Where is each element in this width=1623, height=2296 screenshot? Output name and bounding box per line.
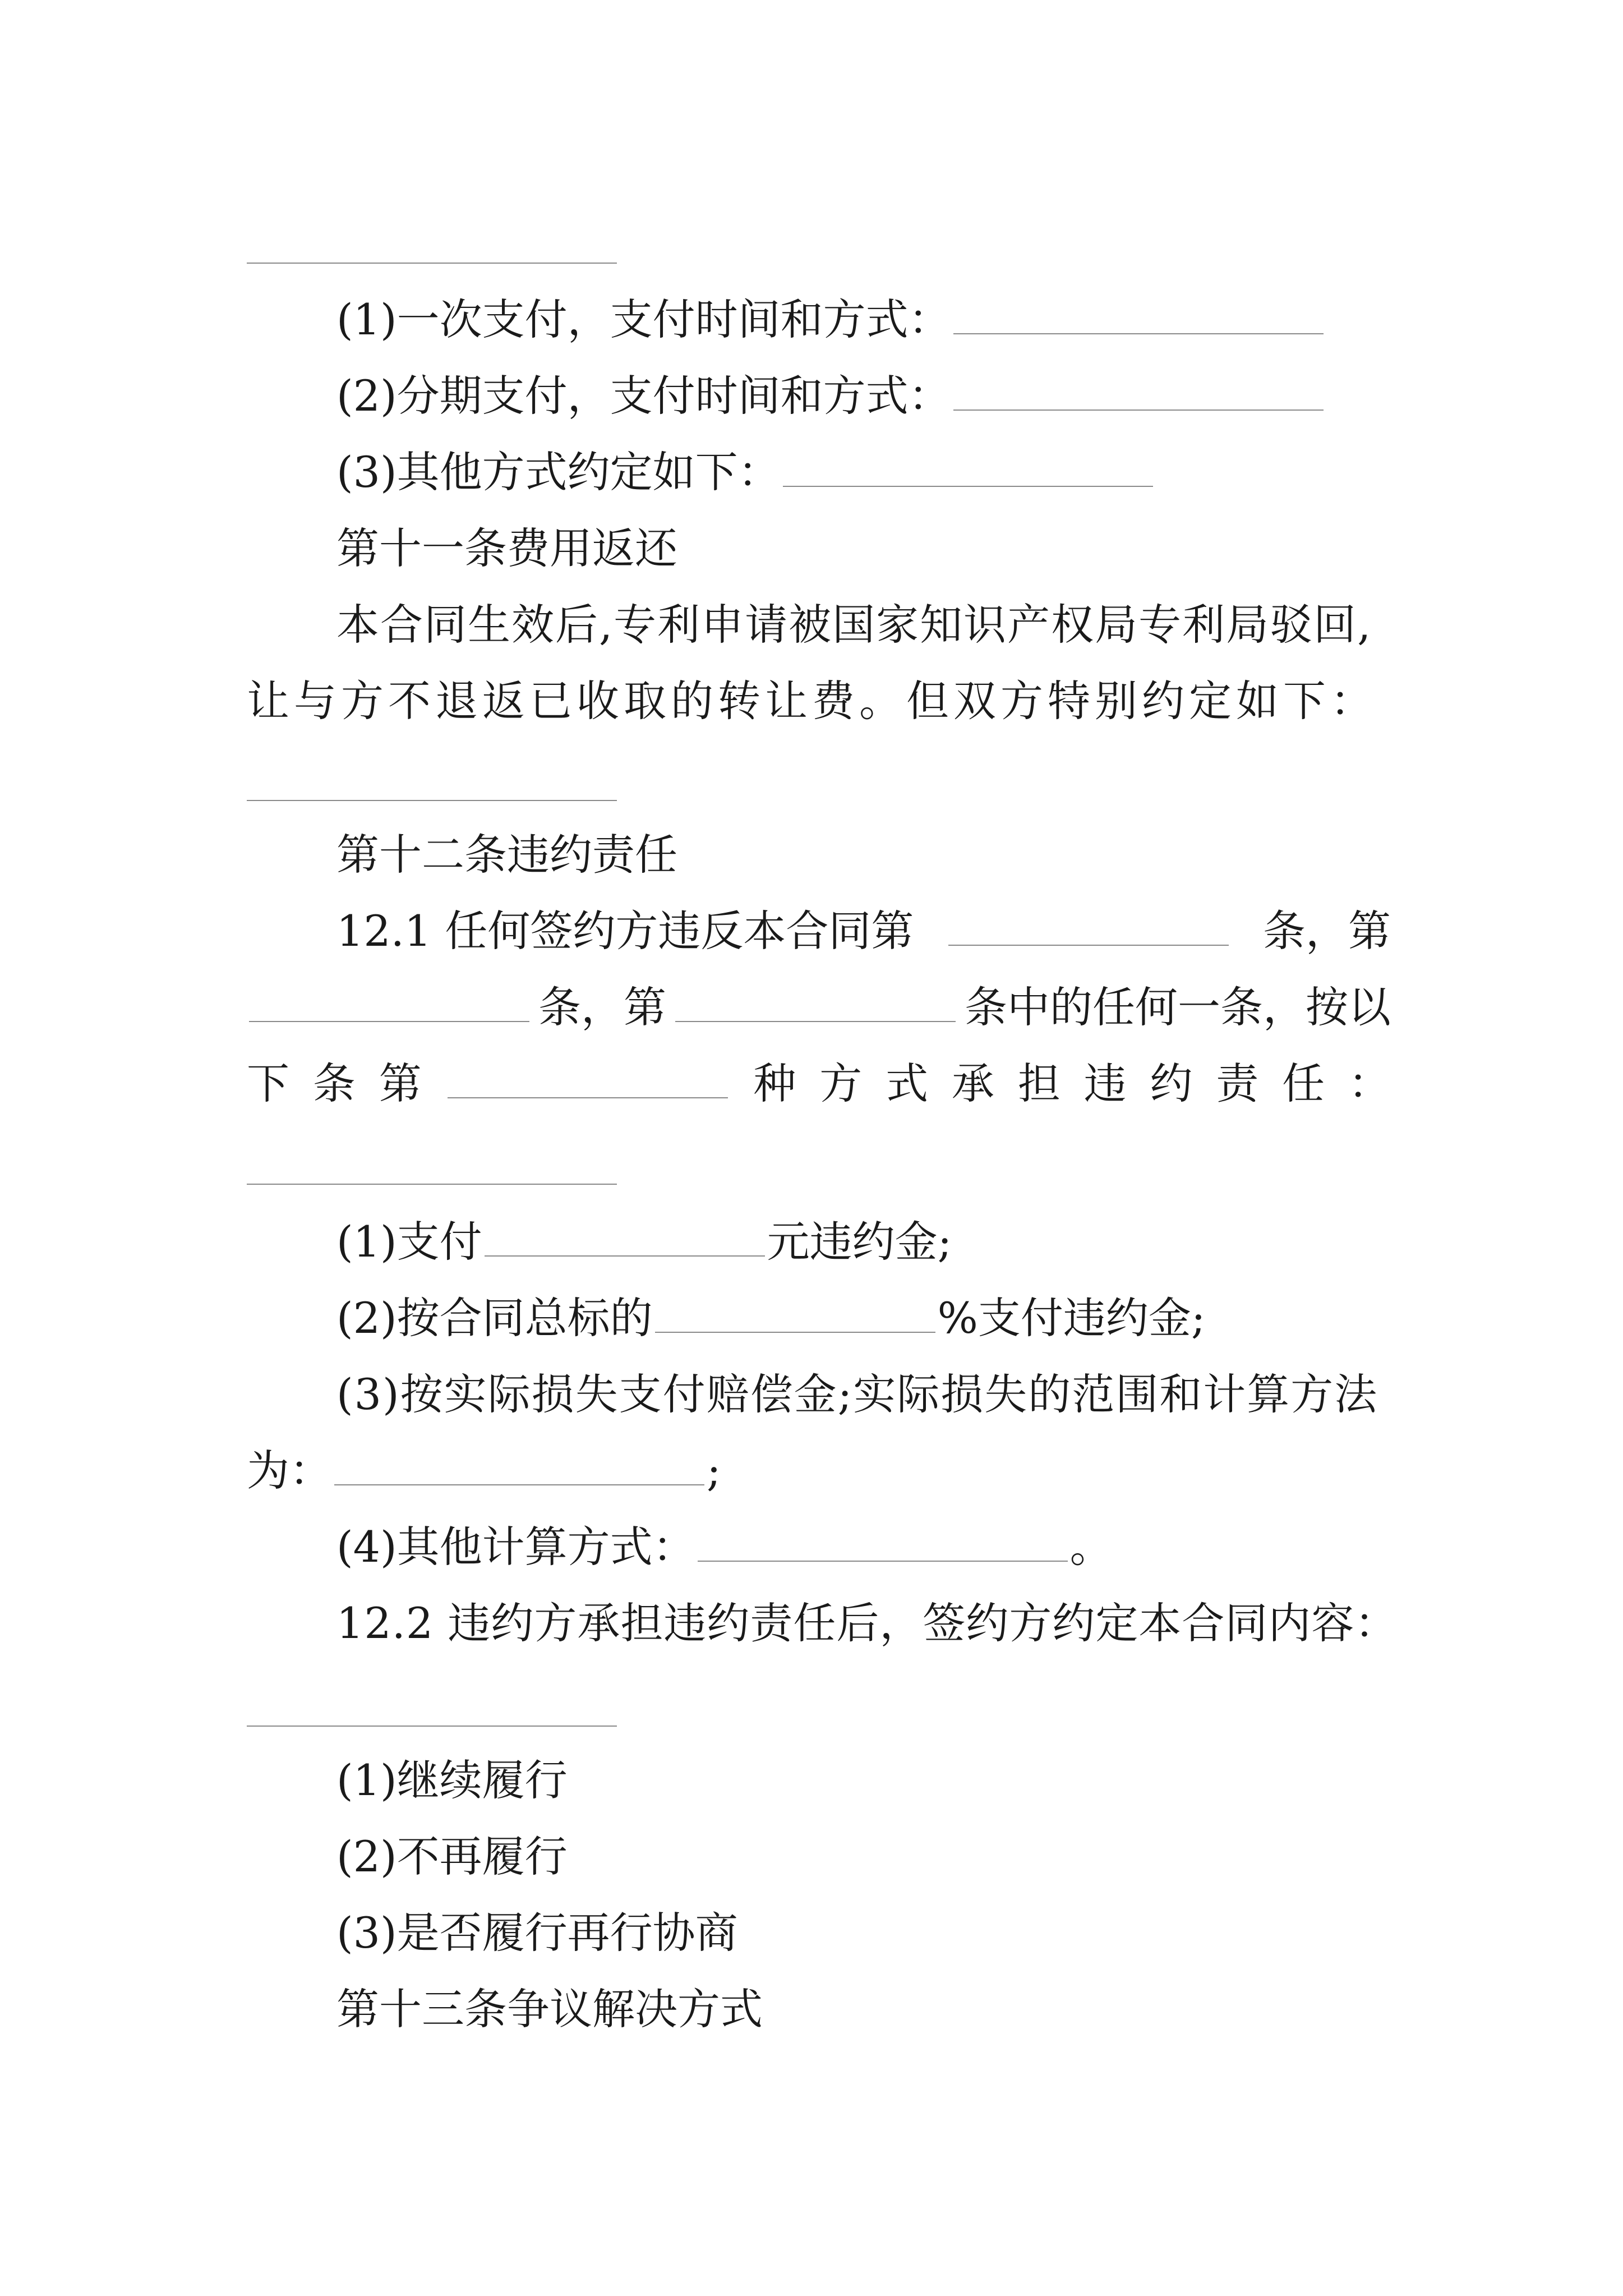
continuation-option-3: (3)是否履行再行协商 (336, 1908, 738, 1958)
payment-option-2: (2)分期支付，支付时间和方式： (336, 368, 1326, 424)
article-11-text: 让与方不退返已收取的转让费。但双方特别约定如下： (247, 676, 1377, 726)
article-12-1-line: 条，第 条中的任何一条，按以 (247, 979, 1391, 1036)
blank-field (448, 1059, 728, 1098)
blank-field (953, 295, 1324, 334)
penalty-option-1: (1)支付 元违约金; (336, 1217, 952, 1267)
article-12-1-line: 下 条 第 种 方 式 承 担 违 约 责 任 ： (247, 1059, 1391, 1108)
blank-line (247, 263, 617, 264)
penalty-option-3-cont: 为： ; (247, 1446, 721, 1496)
blank-field (675, 983, 956, 1022)
article-11-title: 第十一条费用返还 (336, 523, 677, 573)
continuation-option-2: (2)不再履行 (336, 1832, 568, 1881)
blank-line (247, 1184, 617, 1185)
blank-field (485, 1217, 765, 1257)
blank-field (698, 1522, 1068, 1562)
penalty-option-3: (3)按实际损失支付赔偿金;实际损失的范围和计算方法 (336, 1369, 1378, 1419)
blank-field (249, 983, 529, 1022)
penalty-option-4: (4)其他计算方式： 。 (336, 1522, 1113, 1572)
blank-line (247, 800, 617, 801)
blank-line (247, 1726, 617, 1727)
blank-field (783, 448, 1153, 487)
article-12-title: 第十二条违约责任 (336, 830, 677, 880)
article-13-title: 第十三条争议解决方式 (336, 1984, 763, 2034)
payment-option-3: (3)其他方式约定如下： (336, 444, 1155, 500)
continuation-option-1: (1)继续履行 (336, 1755, 568, 1805)
blank-field (948, 907, 1229, 946)
article-12-2-text: 12.2 违约方承担违约责任后，签约方约定本合同内容： (336, 1598, 1398, 1648)
blank-field (334, 1446, 704, 1485)
payment-option-1: (1)一次支付，支付时间和方式： (336, 292, 1326, 348)
blank-field (655, 1294, 935, 1333)
blank-field (953, 371, 1324, 411)
penalty-option-2: (2)按合同总标的 %支付违约金; (336, 1293, 1206, 1343)
article-11-text: 本合同生效后,专利申请被国家知识产权局专利局驳回, (336, 600, 1372, 650)
article-12-1-line: 12.1 任何签约方违反本合同第 条，第 (336, 906, 1391, 956)
